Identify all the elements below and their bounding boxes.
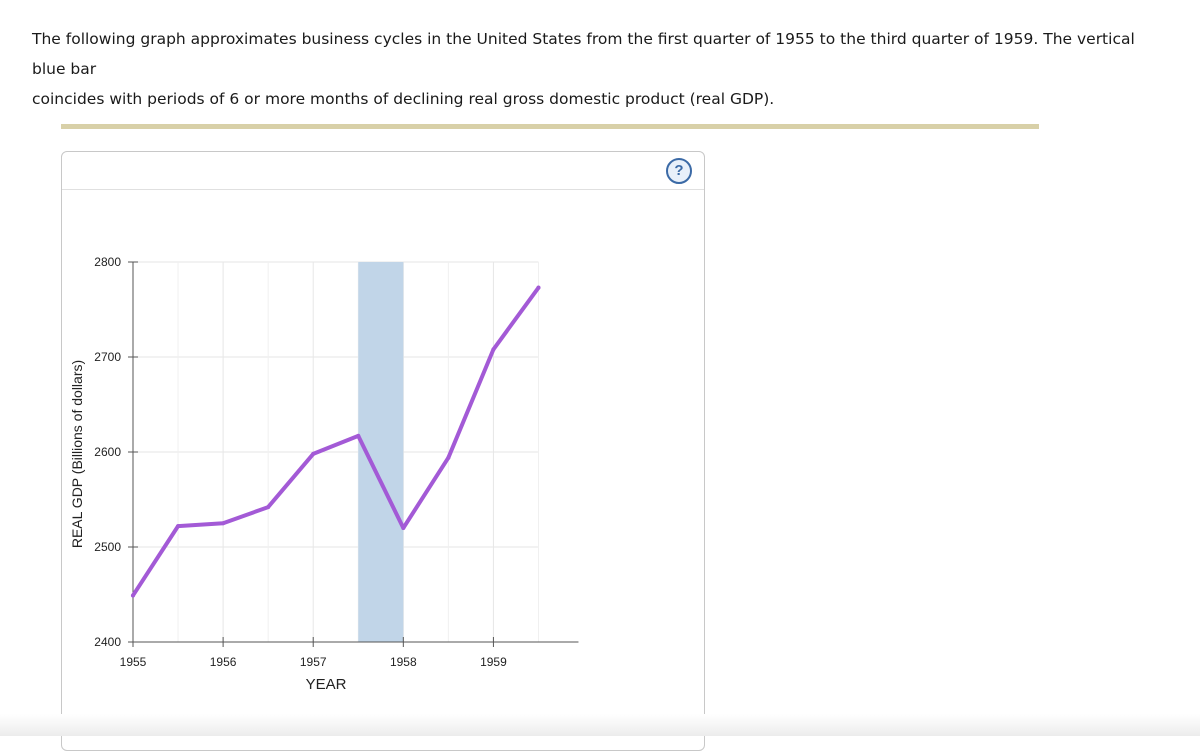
x-tick-label: 1956 [209, 655, 237, 669]
question-line-2: coincides with periods of 6 or more months of declining real gross domestic product (real GDP). [32, 90, 775, 108]
section-divider [61, 124, 1039, 129]
question-line-1: The following graph approximates business cycles in the United States from the first quarter of 1955 to the third quarter of 1959. The vertical blue bar [32, 30, 1135, 78]
y-tick-label: 2500 [94, 540, 121, 554]
y-tick-label: 2700 [94, 350, 121, 364]
y-tick-label: 2400 [94, 635, 121, 649]
x-tick-label: 1958 [389, 655, 417, 669]
graph-panel [61, 151, 705, 751]
question-text [32, 24, 1142, 114]
y-tick-label: 2600 [94, 445, 121, 459]
x-tick-label: 1957 [299, 655, 327, 669]
graph-header [62, 152, 704, 190]
help-icon[interactable]: ? [666, 158, 692, 184]
bottom-bar [0, 714, 1200, 736]
y-axis-label: REAL GDP (Billions of dollars) [69, 359, 85, 549]
y-tick-label: 2800 [94, 255, 121, 269]
x-tick-label: 1955 [119, 655, 147, 669]
x-axis-label: YEAR [305, 676, 347, 693]
x-tick-label: 1959 [480, 655, 507, 669]
